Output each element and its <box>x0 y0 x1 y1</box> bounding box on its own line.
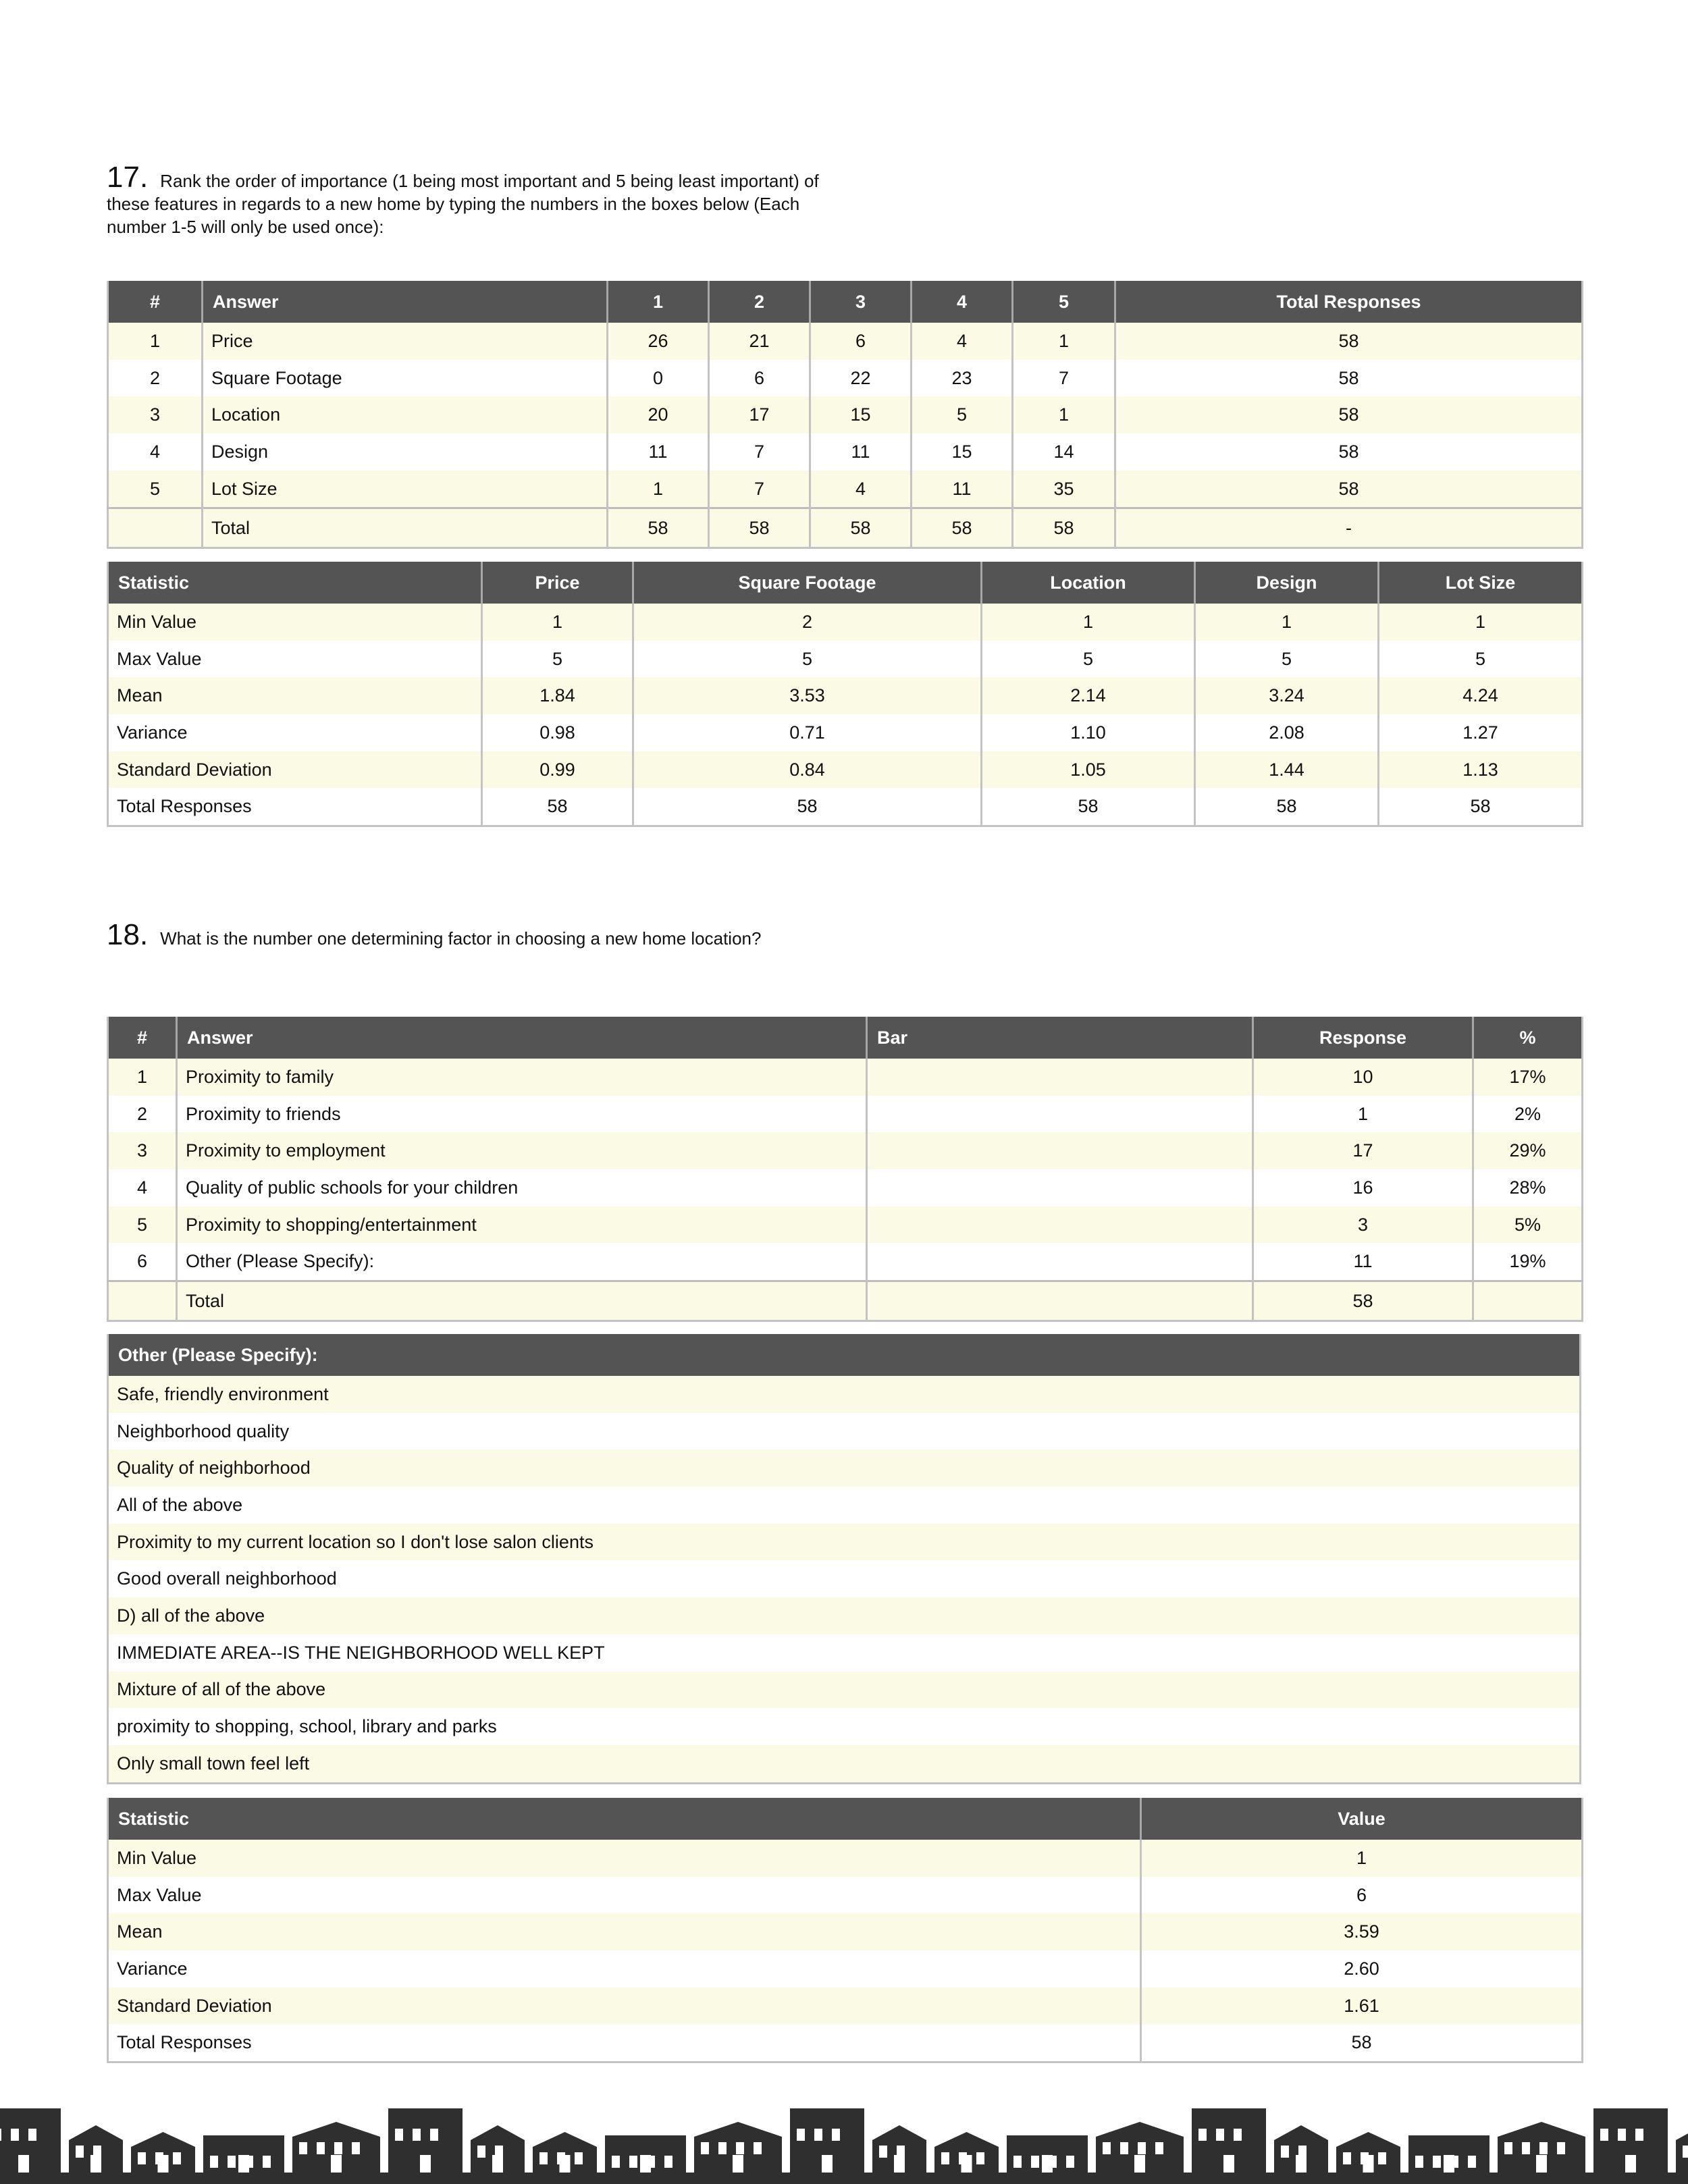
table-cell: 2.60 <box>1141 1950 1583 1988</box>
table-cell: 3.24 <box>1195 677 1379 714</box>
table-cell <box>867 1132 1253 1169</box>
column-header: Statistic <box>108 1798 1141 1840</box>
table-cell: 11 <box>1253 1243 1473 1281</box>
table-cell: Variance <box>108 1950 1141 1988</box>
table-cell: 2 <box>108 1096 177 1133</box>
table-cell: 15 <box>912 433 1013 471</box>
table-cell: Mean <box>108 1913 1141 1950</box>
question-text: What is the number one determining factor in choosing a new home location? <box>160 928 762 949</box>
q18-other-responses-table <box>107 1334 1581 1784</box>
table-header-row <box>108 1017 1583 1059</box>
table-cell: 28% <box>1473 1169 1583 1206</box>
table-cell <box>108 1281 177 1321</box>
table-cell: 4 <box>108 1169 177 1206</box>
table-cell: 58 <box>982 788 1195 826</box>
table-cell: 58 <box>1115 360 1583 397</box>
table-cell: 17 <box>1253 1132 1473 1169</box>
table-row <box>108 751 1583 789</box>
list-item <box>108 1487 1581 1524</box>
house-silhouette-border-icon <box>0 2093 1688 2184</box>
table-cell <box>867 1096 1253 1133</box>
table-cell: 1 <box>1253 1096 1473 1133</box>
table-cell: 19% <box>1473 1243 1583 1281</box>
table-cell: 35 <box>1013 471 1115 508</box>
question-17-heading <box>107 161 822 238</box>
table-cell: Total Responses <box>108 2024 1141 2062</box>
table-cell: 5 <box>482 641 633 678</box>
column-header: Bar <box>867 1017 1253 1059</box>
other-response-text: Mixture of all of the above <box>108 1672 1581 1709</box>
table-cell: 5 <box>1195 641 1379 678</box>
table-cell: 26 <box>608 323 709 360</box>
table-cell: Price <box>203 323 608 360</box>
table-cell: 1.13 <box>1379 751 1583 789</box>
table-cell: 20 <box>608 396 709 433</box>
question-text: Rank the order of importance (1 being most important and 5 being least important) of these features in regards to a new home by typing the numbers in the boxes below (Each number 1-5 will only be used once): <box>107 171 819 237</box>
table-cell: 1.05 <box>982 751 1195 789</box>
table-row <box>108 1169 1583 1206</box>
table-cell: Mean <box>108 677 482 714</box>
table-cell <box>108 508 203 548</box>
table-cell: 5 <box>108 471 203 508</box>
table-header-row <box>108 1334 1581 1376</box>
table-cell: Design <box>203 433 608 471</box>
table-cell: Proximity to shopping/entertainment <box>177 1206 867 1244</box>
table-cell: 2 <box>108 360 203 397</box>
column-header: Price <box>482 562 633 604</box>
table-cell: 11 <box>810 433 912 471</box>
other-response-text: Only small town feel left <box>108 1745 1581 1783</box>
table-row <box>108 641 1583 678</box>
table-cell: 0.99 <box>482 751 633 789</box>
table-cell: 58 <box>633 788 982 826</box>
table-row <box>108 788 1583 826</box>
total-row <box>108 1281 1583 1321</box>
table-cell: 6 <box>1141 1877 1583 1914</box>
table-cell: Other (Please Specify): <box>177 1243 867 1281</box>
table-cell: 17 <box>709 396 810 433</box>
table-cell: 15 <box>810 396 912 433</box>
table-cell: - <box>1115 508 1583 548</box>
table-cell: 3.59 <box>1141 1913 1583 1950</box>
q17-ranking-table <box>107 281 1583 549</box>
list-item <box>108 1413 1581 1450</box>
table-cell: 1 <box>1141 1840 1583 1877</box>
table-row <box>108 1950 1583 1988</box>
list-item <box>108 1597 1581 1634</box>
column-header: 5 <box>1013 281 1115 323</box>
table-header-row <box>108 1798 1583 1840</box>
table-cell: 1 <box>482 604 633 641</box>
table-row <box>108 1913 1583 1950</box>
table-cell: 58 <box>1115 323 1583 360</box>
column-header: Answer <box>203 281 608 323</box>
table-cell: 58 <box>1195 788 1379 826</box>
table-cell: 29% <box>1473 1132 1583 1169</box>
table-row <box>108 433 1583 471</box>
table-cell: 6 <box>709 360 810 397</box>
table-cell <box>867 1281 1253 1321</box>
list-item <box>108 1560 1581 1597</box>
table-row <box>108 1988 1583 2025</box>
table-header-row <box>108 562 1583 604</box>
table-row <box>108 1059 1583 1096</box>
table-cell: 0.84 <box>633 751 982 789</box>
table-cell <box>1473 1281 1583 1321</box>
table-cell: Total Responses <box>108 788 482 826</box>
table-cell: 23 <box>912 360 1013 397</box>
other-response-text: All of the above <box>108 1487 1581 1524</box>
table-row <box>108 714 1583 751</box>
table-cell: 7 <box>709 471 810 508</box>
column-header: Lot Size <box>1379 562 1583 604</box>
table-cell: 58 <box>1115 396 1583 433</box>
table-row <box>108 396 1583 433</box>
table-cell: Total <box>177 1281 867 1321</box>
table-cell: 16 <box>1253 1169 1473 1206</box>
table-cell: 58 <box>1013 508 1115 548</box>
table-row <box>108 677 1583 714</box>
question-number: 17. <box>107 161 149 194</box>
table-cell: 2.14 <box>982 677 1195 714</box>
column-header: # <box>108 1017 177 1059</box>
table-row <box>108 360 1583 397</box>
column-header: % <box>1473 1017 1583 1059</box>
table-cell <box>867 1169 1253 1206</box>
column-header: Location <box>982 562 1195 604</box>
question-number: 18. <box>107 918 149 951</box>
table-cell: 7 <box>709 433 810 471</box>
table-cell: 0 <box>608 360 709 397</box>
table-cell: 17% <box>1473 1059 1583 1096</box>
table-cell: 5% <box>1473 1206 1583 1244</box>
table-cell: 3.53 <box>633 677 982 714</box>
table-cell: 4 <box>912 323 1013 360</box>
table-cell: Min Value <box>108 1840 1141 1877</box>
table-cell: 11 <box>608 433 709 471</box>
table-cell: 4 <box>108 433 203 471</box>
column-header: 1 <box>608 281 709 323</box>
table-cell: 58 <box>709 508 810 548</box>
table-cell <box>867 1243 1253 1281</box>
other-response-text: Quality of neighborhood <box>108 1449 1581 1487</box>
table-cell: Lot Size <box>203 471 608 508</box>
table-cell: 1 <box>608 471 709 508</box>
table-cell: 5 <box>912 396 1013 433</box>
column-header: # <box>108 281 203 323</box>
table-cell: 1.10 <box>982 714 1195 751</box>
table-row <box>108 1243 1583 1281</box>
table-row <box>108 2024 1583 2062</box>
table-cell: Variance <box>108 714 482 751</box>
total-row <box>108 508 1583 548</box>
column-header: Response <box>1253 1017 1473 1059</box>
table-cell: 0.98 <box>482 714 633 751</box>
table-cell: 1.44 <box>1195 751 1379 789</box>
table-cell: 22 <box>810 360 912 397</box>
table-cell: Square Footage <box>203 360 608 397</box>
other-response-text: Safe, friendly environment <box>108 1376 1581 1413</box>
table-row <box>108 1840 1583 1877</box>
column-header: Value <box>1141 1798 1583 1840</box>
list-item <box>108 1672 1581 1709</box>
table-cell: 5 <box>108 1206 177 1244</box>
table-cell: 1 <box>1379 604 1583 641</box>
list-item <box>108 1449 1581 1487</box>
list-item <box>108 1524 1581 1561</box>
q18-answers-table <box>107 1017 1583 1322</box>
column-header: Square Footage <box>633 562 982 604</box>
table-cell: 1 <box>1013 396 1115 433</box>
table-cell: Total <box>203 508 608 548</box>
table-cell: 5 <box>633 641 982 678</box>
table-cell: 1 <box>108 1059 177 1096</box>
question-18-heading <box>107 918 822 951</box>
table-cell: 2 <box>633 604 982 641</box>
table-cell: 3 <box>108 1132 177 1169</box>
table-cell: 58 <box>482 788 633 826</box>
table-cell: 1 <box>982 604 1195 641</box>
table-cell: 6 <box>810 323 912 360</box>
table-cell: 2.08 <box>1195 714 1379 751</box>
list-item <box>108 1708 1581 1745</box>
table-cell <box>867 1059 1253 1096</box>
column-header: 4 <box>912 281 1013 323</box>
table-row <box>108 1132 1583 1169</box>
table-cell: 58 <box>608 508 709 548</box>
other-response-text: proximity to shopping, school, library and parks <box>108 1708 1581 1745</box>
column-header: Statistic <box>108 562 482 604</box>
table-cell: 5 <box>1379 641 1583 678</box>
table-cell: Max Value <box>108 1877 1141 1914</box>
table-row <box>108 1877 1583 1914</box>
table-row <box>108 1096 1583 1133</box>
list-item <box>108 1376 1581 1413</box>
table-cell: 58 <box>912 508 1013 548</box>
table-cell: 14 <box>1013 433 1115 471</box>
q17-statistics-table <box>107 562 1583 827</box>
table-cell: 58 <box>1115 471 1583 508</box>
table-row <box>108 1206 1583 1244</box>
q18-statistics-table <box>107 1798 1583 2063</box>
column-header: Design <box>1195 562 1379 604</box>
other-response-text: Neighborhood quality <box>108 1413 1581 1450</box>
table-cell: 58 <box>810 508 912 548</box>
table-cell: Min Value <box>108 604 482 641</box>
table-cell: 4 <box>810 471 912 508</box>
table-cell: 3 <box>108 396 203 433</box>
table-cell: 58 <box>1115 433 1583 471</box>
table-cell: 11 <box>912 471 1013 508</box>
table-header-row <box>108 281 1583 323</box>
table-cell: 1.27 <box>1379 714 1583 751</box>
table-cell: 4.24 <box>1379 677 1583 714</box>
table-row <box>108 471 1583 508</box>
table-cell: 6 <box>108 1243 177 1281</box>
other-response-text: Proximity to my current location so I don't lose salon clients <box>108 1524 1581 1561</box>
column-header: 2 <box>709 281 810 323</box>
table-row <box>108 323 1583 360</box>
table-cell: 5 <box>982 641 1195 678</box>
other-response-text: IMMEDIATE AREA--IS THE NEIGHBORHOOD WELL KEPT <box>108 1634 1581 1672</box>
table-cell: Standard Deviation <box>108 751 482 789</box>
table-cell: 0.71 <box>633 714 982 751</box>
column-header: Other (Please Specify): <box>108 1334 1581 1376</box>
table-cell: Proximity to family <box>177 1059 867 1096</box>
table-cell: 3 <box>1253 1206 1473 1244</box>
column-header: 3 <box>810 281 912 323</box>
table-cell: 1.84 <box>482 677 633 714</box>
table-cell: 10 <box>1253 1059 1473 1096</box>
list-item <box>108 1745 1581 1783</box>
table-cell: Proximity to employment <box>177 1132 867 1169</box>
list-item <box>108 1634 1581 1672</box>
table-cell: 2% <box>1473 1096 1583 1133</box>
table-cell <box>867 1206 1253 1244</box>
other-response-text: D) all of the above <box>108 1597 1581 1634</box>
table-cell: Max Value <box>108 641 482 678</box>
table-row <box>108 604 1583 641</box>
table-cell: 7 <box>1013 360 1115 397</box>
column-header: Answer <box>177 1017 867 1059</box>
table-cell: 1.61 <box>1141 1988 1583 2025</box>
table-cell: Quality of public schools for your children <box>177 1169 867 1206</box>
column-header: Total Responses <box>1115 281 1583 323</box>
table-cell: 58 <box>1253 1281 1473 1321</box>
table-cell: Proximity to friends <box>177 1096 867 1133</box>
table-cell: 1 <box>1195 604 1379 641</box>
other-response-text: Good overall neighborhood <box>108 1560 1581 1597</box>
table-cell: 1 <box>108 323 203 360</box>
table-cell: 58 <box>1141 2024 1583 2062</box>
table-cell: Standard Deviation <box>108 1988 1141 2025</box>
table-cell: Location <box>203 396 608 433</box>
table-cell: 1 <box>1013 323 1115 360</box>
table-cell: 21 <box>709 323 810 360</box>
table-cell: 58 <box>1379 788 1583 826</box>
